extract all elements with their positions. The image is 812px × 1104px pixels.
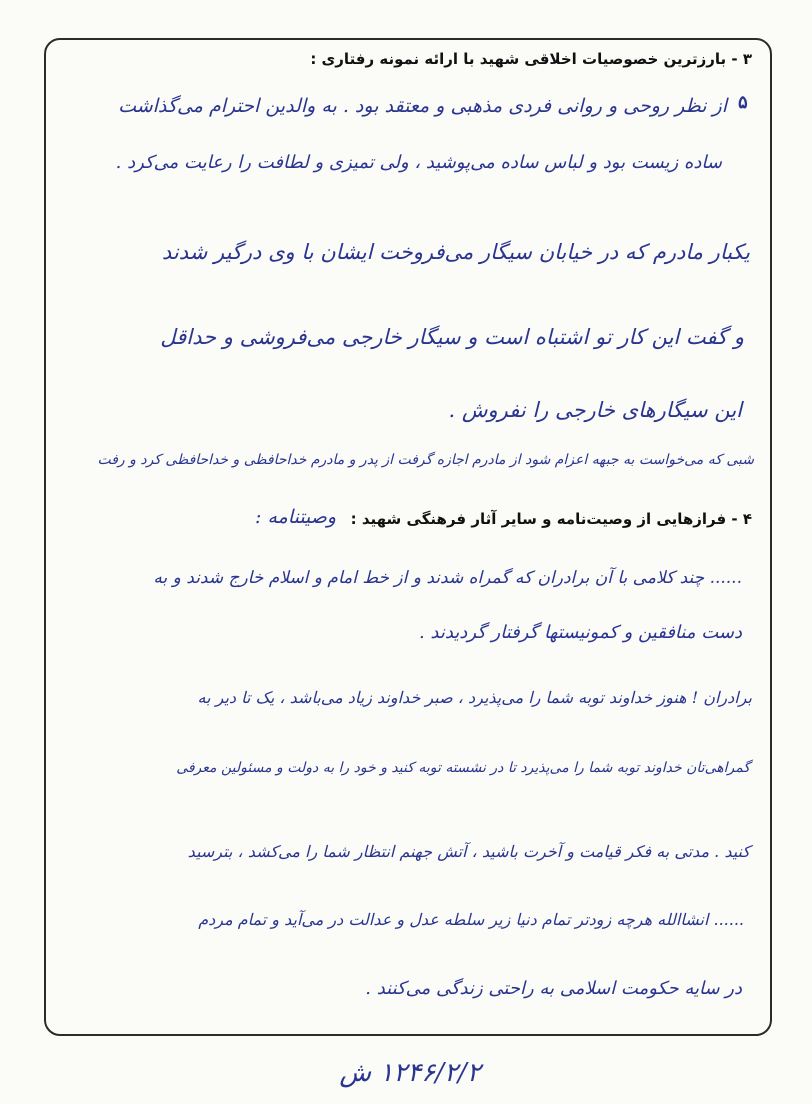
section4-heading: ۴ - فرازهایی از وصیت‌نامه و سایر آثار فرهنگی شهید :: [350, 510, 752, 528]
section3-line-6: شبی که می‌خواست به جبهه اعزام شود از مادرم اجازه گرفت از پدر و مادرم خداحافظی و خداحافظی کرد و رفت: [97, 452, 754, 468]
section4-line-4: گمراهی‌تان خداوند توبه شما را می‌پذیرد تا در نشسته توبه کنید و خود را به دولت و مسئولین معرفی: [176, 760, 750, 776]
section3-line-2: ساده زیست بود و لباس ساده می‌پوشید ، ولی تمیزی و لطافت را رعایت می‌کرد .: [115, 152, 722, 173]
section4-line-1: ...... چند کلامی با آن برادران که گمراه شدند و از خط امام و اسلام خارج شدند و به: [153, 568, 742, 588]
section4-line-7: در سایه حکومت اسلامی به راحتی زندگی می‌کنند .: [365, 978, 742, 999]
section3-line-5: این سیگارهای خارجی را نفروش .: [448, 398, 742, 422]
section4-line-5: کنید . مدتی به فکر قیامت و آخرت باشید ، آتش جهنم انتظار شما را می‌کشد ، بترسید: [187, 842, 750, 861]
section4-line-3: برادران ! هنوز خداوند توبه شما را می‌پذیرد ، صبر خداوند زیاد می‌باشد ، یک تا دیر به: [197, 688, 752, 707]
section3-line-4: و گفت این کار تو اشتباه است و سیگار خارجی می‌فروشی و حداقل: [160, 325, 744, 349]
bullet-mark: ۵: [738, 92, 748, 113]
section4-line-6: ...... انشاالله هرچه زودتر تمام دنیا زیر سلطه عدل و عدالت در می‌آید و تمام مردم: [198, 910, 744, 929]
section3-line-3: یکبار مادرم که در خیابان سیگار می‌فروخت ایشان با وی درگیر شدند: [161, 240, 750, 264]
footer-note: ۱۲۴۶/۲/۲ ش: [339, 1058, 481, 1088]
section4-line-2: دست منافقین و کمونیستها گرفتار گردیدند .: [418, 622, 742, 643]
section3-line-1: از نظر روحی و روانی فردی مذهبی و معتقد بود . به والدین احترام می‌گذاشت: [118, 95, 727, 117]
document-border: [44, 38, 772, 1036]
section4-handwritten-title: وصیتنامه :: [255, 506, 337, 528]
section3-heading: ۳ - بارزترین خصوصیات اخلاقی شهید با ارائه نمونه رفتاری :: [310, 50, 752, 68]
